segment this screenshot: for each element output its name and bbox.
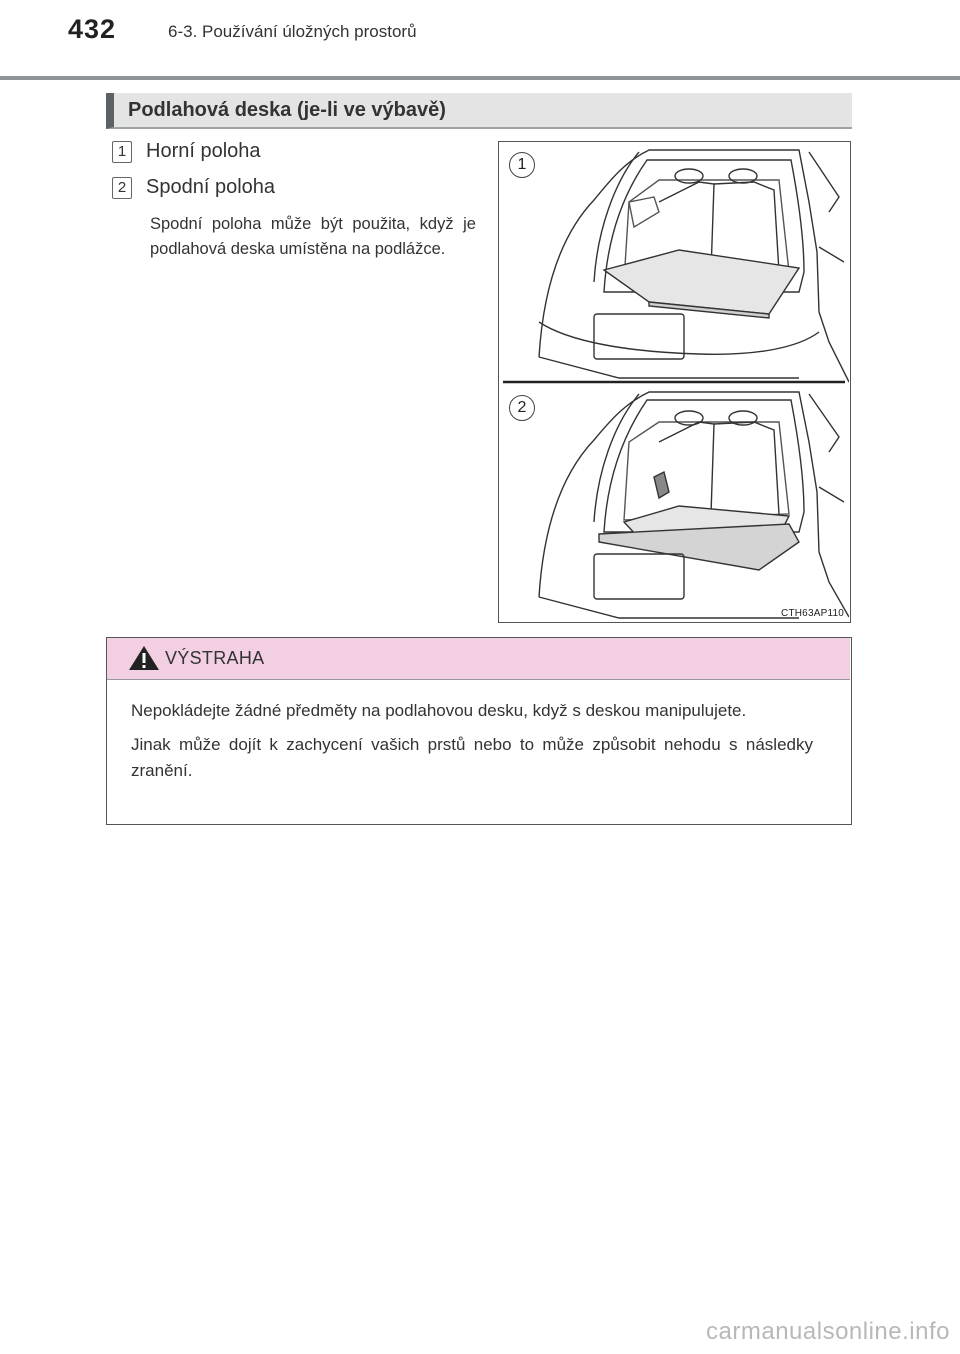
warning-paragraph: Nepokládejte žádné předměty na podlahovou desku, když s deskou manipulujete. (131, 701, 747, 720)
list-item-upper-position (112, 140, 261, 163)
warning-triangle-icon (127, 644, 161, 672)
section-heading (106, 93, 852, 129)
figure-label-1: 1 (509, 152, 535, 178)
header-rule (0, 76, 960, 80)
warning-header (107, 638, 850, 680)
warning-box (106, 637, 852, 825)
list-item-lower-position (112, 176, 275, 199)
warning-paragraph: Jinak může dojít k zachycení vašich prstů nebo to může způsobit nehodu s následky zranění. (131, 735, 813, 780)
section-title: Podlahová deska (je-li ve výbavě) (128, 99, 446, 121)
item-number-badge: 2 (112, 177, 132, 199)
warning-title: VÝSTRAHA (165, 648, 265, 668)
item-note: Spodní poloha může být použita, když je podlahová deska umístěna na podlážce. (150, 215, 476, 258)
item-label: Spodní poloha (146, 176, 276, 198)
running-header: 6-3. Používání úložných prostorů (168, 22, 417, 41)
item-number-badge: 1 (112, 141, 132, 163)
item-label: Horní poloha (146, 140, 261, 162)
figure-code: CTH63AP110 (781, 608, 844, 619)
warning-body (131, 698, 813, 792)
trunk-illustration-drawing (499, 142, 849, 621)
watermark: carmanualsonline.info (706, 1318, 950, 1345)
figure-label-2: 2 (509, 395, 535, 421)
page-number: 432 (68, 14, 117, 44)
figure-trunk-illustration (498, 141, 851, 623)
